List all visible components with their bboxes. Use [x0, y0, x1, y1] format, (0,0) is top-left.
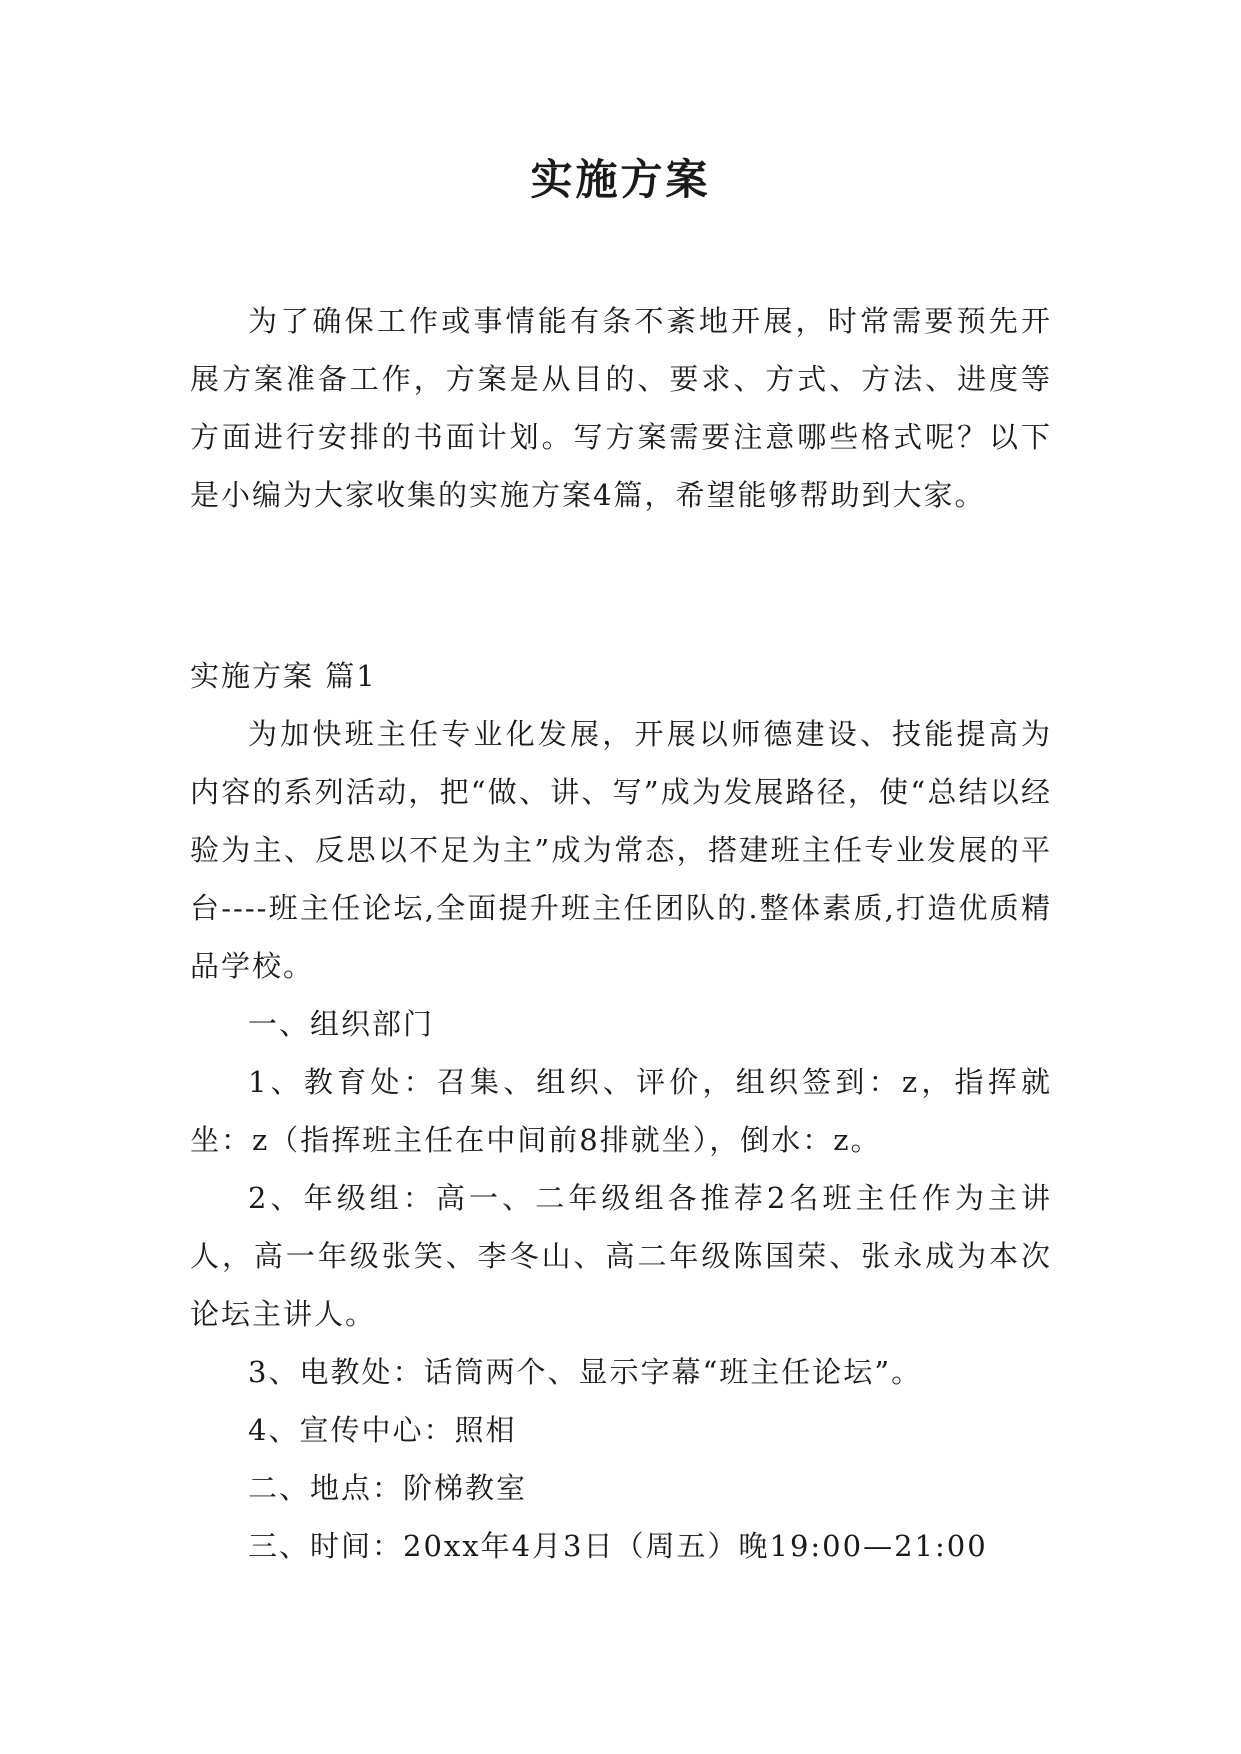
- intro-paragraph: 为了确保工作或事情能有条不紊地开展，时常需要预先开展方案准备工作，方案是从目的、要求、方式、方法、进度等方面进行安排的书面计划。写方案需要注意哪些格式呢？以下是小编为大家收集的实施方案4篇，希望能够帮助到大家。: [190, 304, 1052, 512]
- section-1: [190, 647, 1052, 1575]
- section-1-heading: 实施方案 篇1: [190, 659, 377, 693]
- section-1-paragraph: 1、教育处：召集、组织、评价，组织签到：z，指挥就坐：z（指挥班主任在中间前8排就坐），倒水：z。: [190, 1065, 1052, 1157]
- section-1-paragraph: 为加快班主任专业化发展，开展以师德建设、技能提高为内容的系列活动，把“做、讲、写”成为发展路径，使“总结以经验为主、反思以不足为主”成为常态，搭建班主任专业发展的平台----班主任论坛,全面提升班主任团队的.整体素质,打造优质精品学校。: [190, 717, 1052, 983]
- intro-block: [190, 292, 1052, 524]
- section-1-paragraph: 3、电教处：话筒两个、显示字幕“班主任论坛”。: [248, 1355, 923, 1389]
- section-1-paragraph: 三、时间：20xx年4月3日（周五）晚19:00—21:00: [248, 1529, 988, 1563]
- section-1-paragraph: 4、宣传中心：照相: [248, 1413, 517, 1447]
- document-title: 实施方案: [530, 155, 711, 204]
- section-1-paragraph: 二、地点：阶梯教室: [248, 1471, 528, 1505]
- section-1-paragraph: 一、组织部门: [248, 1007, 435, 1041]
- section-1-paragraph: 2、年级组：高一、二年级组各推荐2名班主任作为主讲人，高一年级张笑、李冬山、高二年级陈国荣、张永成为本次论坛主讲人。: [190, 1181, 1052, 1331]
